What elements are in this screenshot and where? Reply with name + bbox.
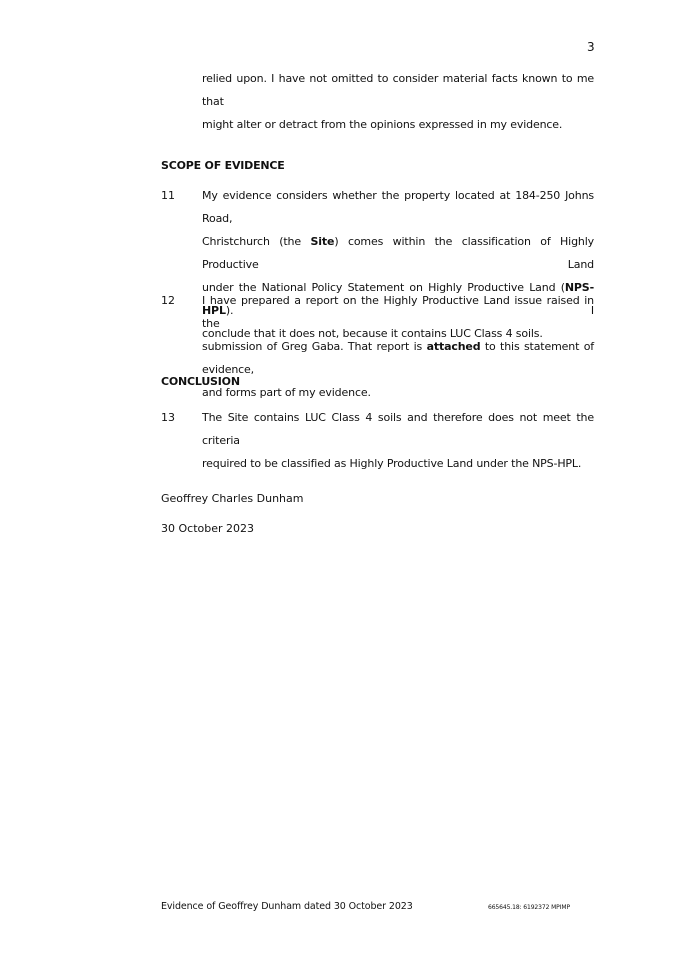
text-run: Christchurch (the (202, 235, 311, 248)
paragraph-number: 13 (161, 411, 175, 424)
text-run: submission of Greg Gaba. That report is (202, 340, 427, 353)
paragraph-line: My evidence considers whether the property located at 184-250 Johns Road, (202, 189, 594, 225)
paragraph-line: conclude that it does not, because it contains LUC Class 4 soils. (202, 327, 543, 340)
paragraph-number: 12 (161, 294, 175, 307)
paragraph-line: relied upon. I have not omitted to consider material facts known to me that (202, 72, 594, 108)
text-run: ). I (225, 304, 594, 317)
emphasis-attached: attached (426, 340, 481, 353)
paragraph-line (202, 230, 594, 276)
page-number: 3 (587, 40, 595, 54)
paragraph-number: 11 (161, 189, 175, 202)
footer-reference: 665645.18: 6192372 MPIMP (488, 904, 570, 911)
text-run: to this statement of evidence, (202, 340, 594, 376)
paragraph-12 (202, 289, 594, 404)
footer-document-title: Evidence of Geoffrey Dunham dated 30 October 2023 (161, 901, 413, 912)
paragraph-line: required to be classified as Highly Productive Land under the NPS-HPL. (202, 457, 582, 470)
paragraph-line: and forms part of my evidence. (202, 386, 371, 399)
defined-term-nps-hpl: NPS-HPL (202, 281, 594, 317)
paragraph-line (202, 335, 594, 381)
defined-term-site: Site (310, 235, 335, 248)
section-heading-scope: SCOPE OF EVIDENCE (161, 159, 285, 172)
signature-date: 30 October 2023 (161, 522, 255, 535)
paragraph-line: might alter or detract from the opinions expressed in my evidence. (202, 118, 563, 131)
text-run: ) comes within the classification of Highly Productive Land (202, 235, 594, 271)
text-run: under the National Policy Statement on Highly Productive Land ( (202, 281, 565, 294)
signatory-name: Geoffrey Charles Dunham (161, 492, 304, 505)
paragraph-line: I have prepared a report on the Highly Productive Land issue raised in the (202, 294, 594, 330)
paragraph-13 (202, 406, 594, 475)
section-heading-conclusion: CONCLUSION (161, 375, 240, 388)
intro-paragraph (202, 67, 594, 136)
paragraph-line: The Site contains LUC Class 4 soils and therefore does not meet the criteria (202, 411, 594, 447)
